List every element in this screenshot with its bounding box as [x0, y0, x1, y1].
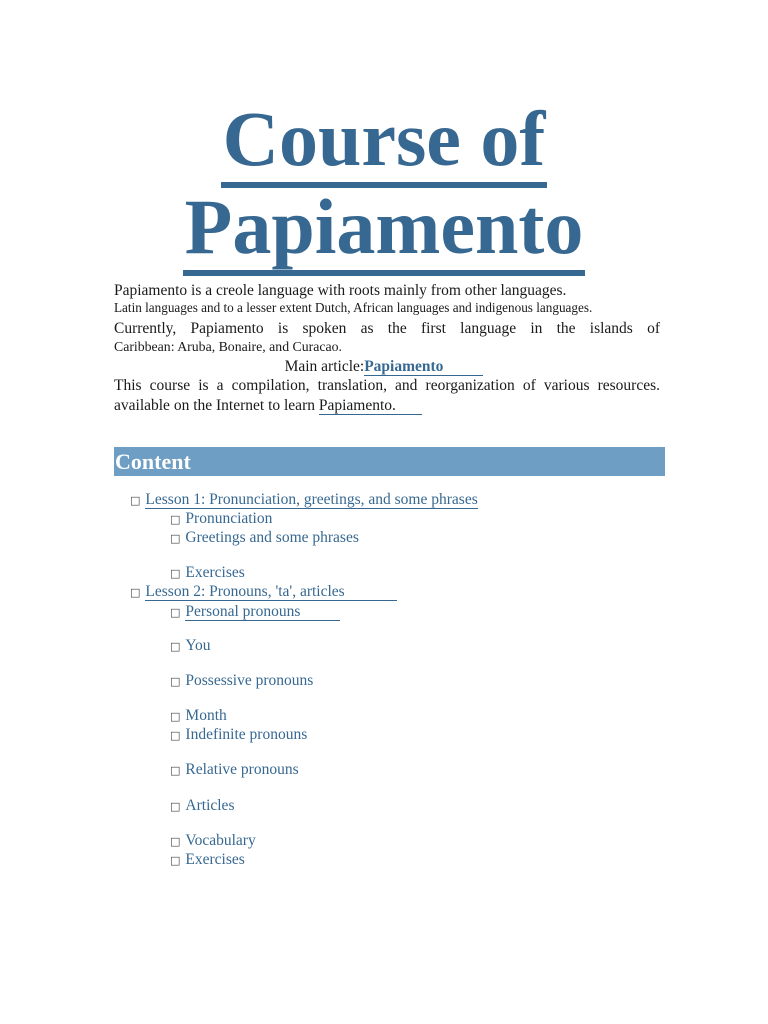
- intro-paragraph-2: Latin languages and to a lesser extent Dutch, African languages and indigenous languages.: [114, 300, 593, 315]
- checkbox-bullet-icon: □: [170, 854, 181, 867]
- intro-paragraph-4: Caribbean: Aruba, Bonaire, and Curacao.: [114, 339, 342, 354]
- toc-item-label[interactable]: Possessive pronouns: [185, 672, 314, 689]
- checkbox-bullet-icon: □: [130, 586, 141, 599]
- checkbox-bullet-icon: □: [170, 513, 181, 526]
- checkbox-bullet-icon: □: [170, 764, 181, 777]
- toc-item-label[interactable]: Relative pronouns: [185, 761, 299, 778]
- toc-lesson-2[interactable]: [130, 583, 397, 601]
- toc-item[interactable]: [170, 832, 256, 850]
- main-article-label: Main article:: [284, 358, 365, 375]
- toc-item[interactable]: [170, 726, 307, 744]
- toc-item-label[interactable]: You: [185, 637, 211, 654]
- papiamento-link[interactable]: Papiamento.: [319, 397, 422, 415]
- toc-item[interactable]: [170, 564, 245, 582]
- toc-item-label[interactable]: Indefinite pronouns: [185, 726, 308, 743]
- checkbox-bullet-icon: □: [170, 729, 181, 742]
- toc-item-label[interactable]: Month: [185, 707, 227, 724]
- checkbox-bullet-icon: □: [130, 494, 141, 507]
- lesson-2-link[interactable]: Lesson 2: Pronouns, 'ta', articles: [145, 583, 396, 601]
- toc-item[interactable]: [170, 637, 211, 655]
- toc-item[interactable]: [170, 529, 359, 547]
- toc-item-label[interactable]: Articles: [185, 797, 235, 814]
- checkbox-bullet-icon: □: [170, 835, 181, 848]
- toc-item-label[interactable]: Pronunciation: [185, 510, 273, 527]
- toc-item[interactable]: [170, 707, 227, 725]
- toc-item-label[interactable]: Exercises: [185, 851, 245, 868]
- paragraph-6-text: available on the Internet to learn: [114, 397, 319, 414]
- lesson-1-link[interactable]: Lesson 1: Pronunciation, greetings, and some phrases: [145, 491, 478, 508]
- toc-item-label[interactable]: Greetings and some phrases: [185, 529, 359, 546]
- toc-item-label[interactable]: Vocabulary: [185, 832, 256, 849]
- checkbox-bullet-icon: □: [170, 675, 181, 688]
- checkbox-bullet-icon: □: [170, 640, 181, 653]
- checkbox-bullet-icon: □: [170, 606, 181, 619]
- checkbox-bullet-icon: □: [170, 567, 181, 580]
- toc-lesson-1[interactable]: [130, 491, 478, 509]
- title-line-1: Course of: [0, 100, 768, 178]
- toc-item-label[interactable]: Exercises: [185, 564, 245, 581]
- intro-paragraph-1: Papiamento is a creole language with roots mainly from other languages.: [114, 282, 567, 299]
- toc-item[interactable]: [170, 797, 234, 815]
- toc-item[interactable]: [170, 603, 340, 621]
- checkbox-bullet-icon: □: [170, 710, 181, 723]
- toc-item[interactable]: [170, 761, 299, 779]
- title-line-2: Papiamento: [0, 188, 768, 266]
- intro-paragraph-5: This course is a compilation, translation, and reorganization of various resources.: [114, 377, 660, 394]
- intro-paragraph-3: Currently, Papiamento is spoken as the first language in the islands of: [114, 320, 660, 337]
- toc-item[interactable]: [170, 510, 272, 528]
- checkbox-bullet-icon: □: [170, 532, 181, 545]
- checkbox-bullet-icon: □: [170, 800, 181, 813]
- main-article-line: [0, 358, 768, 376]
- main-article-link[interactable]: Papiamento: [364, 358, 483, 376]
- content-heading: Content: [114, 447, 665, 476]
- toc-item[interactable]: [170, 672, 313, 690]
- toc-item[interactable]: [170, 851, 245, 869]
- toc-item-label[interactable]: Personal pronouns: [185, 603, 340, 621]
- intro-paragraph-6: [114, 397, 660, 415]
